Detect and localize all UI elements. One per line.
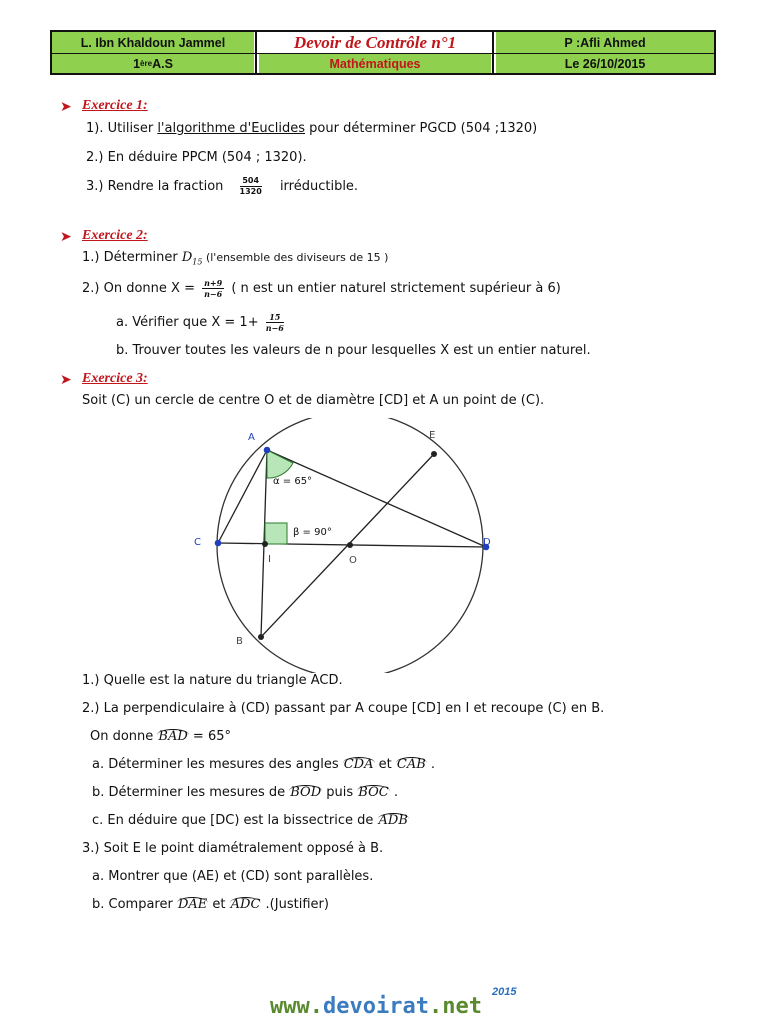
label-e: E — [429, 430, 436, 441]
segment-ac — [218, 450, 267, 543]
ex1-question-2: 2.) En déduire PPCM (504 ; 1320). — [86, 150, 307, 165]
fraction: $\frac{15}{n-6}$ — [265, 312, 284, 333]
class-level: 1 ère A.S — [52, 54, 254, 73]
footer-year: 2015 — [492, 986, 517, 998]
ex2-question-2: 2.) On donne X = $\frac{n+9}{n-6}$ ( n est un entier naturel strictement supérieur à 6) — [82, 278, 561, 299]
bullet-arrow-icon: ➤ — [60, 229, 72, 245]
ex2-question-1: 1.) Déterminer $D_{15}$ (l'ensemble des diviseurs de 15 ) — [82, 250, 389, 267]
ex3-intro: Soit (C) un cercle de centre O et de diamètre [CD] et A un point de (C). — [82, 393, 545, 408]
label-o: O — [349, 555, 357, 566]
ex2-question-b: b. Trouver toutes les valeurs de n pour lesquelles X est un entier naturel. — [116, 343, 591, 358]
exercise-2-title: Exercice 2: — [82, 228, 148, 243]
exercise-1-title: Exercice 1: — [82, 98, 148, 113]
bullet-arrow-icon: ➤ — [60, 372, 72, 388]
point-b — [258, 634, 264, 640]
exam-date: Le 26/10/2015 — [496, 54, 714, 73]
fraction: $\frac{n+9}{n-6}$ — [204, 278, 223, 299]
ex2-question-a: a. Vérifier que X = 1+ $\frac{15}{n-6}$ — [116, 312, 284, 333]
angle-beta-mark — [265, 523, 287, 544]
ex1-question-3: 3.) Rendre la fraction $\frac{504}{1320}$ irréductible. — [86, 176, 359, 196]
label-d: D — [483, 537, 491, 548]
header-table — [50, 30, 716, 75]
angle-alpha-label: α = 65° — [273, 476, 313, 487]
ex3-question-3a: a. Montrer que (AE) et (CD) sont parallèles. — [92, 869, 374, 884]
ex3-question-1: 1.) Quelle est la nature du triangle ACD. — [82, 673, 343, 688]
teacher-name: P :Afli Ahmed — [496, 32, 714, 53]
label-b: B — [236, 636, 243, 647]
ex3-question-2: 2.) La perpendiculaire à (CD) passant par A coupe [CD] en I et recoupe (C) en B. — [82, 701, 605, 716]
label-i: I — [268, 554, 271, 565]
point-i — [262, 541, 268, 547]
label-a: A — [248, 432, 255, 443]
point-e — [431, 451, 437, 457]
footer-watermark: www.devoirat.net 2015 — [270, 986, 517, 1019]
angle-alpha-mark — [267, 450, 293, 478]
exercise-3-title: Exercice 3: — [82, 371, 148, 386]
ex3-given: On donne BAD = 65° — [90, 729, 231, 744]
angle-beta-label: β = 90° — [293, 527, 332, 538]
point-c — [215, 540, 222, 547]
point-a — [264, 447, 271, 454]
ex1-question-1: 1). Utiliser l'algorithme d'Euclides pour déterminer PGCD (504 ;1320) — [86, 121, 538, 136]
bullet-arrow-icon: ➤ — [60, 99, 72, 115]
exam-title: Devoir de Contrôle n°1 — [259, 32, 491, 53]
fraction: $\frac{504}{1320}$ — [239, 176, 262, 196]
ex3-question-3b: b. Comparer DAE et ADC .(Justifier) — [92, 897, 329, 912]
ex3-question-3: 3.) Soit E le point diamétralement opposé à B. — [82, 841, 384, 856]
school-name: L. Ibn Khaldoun Jammel — [52, 32, 254, 53]
geometry-figure — [190, 418, 510, 673]
subject-name: Mathématiques — [259, 54, 491, 73]
divider — [52, 53, 714, 54]
ex3-question-b: b. Déterminer les mesures de BOD puis BOC . — [92, 785, 398, 800]
ex3-question-a: a. Déterminer les mesures des angles CDA et CAB . — [92, 757, 436, 772]
ex3-question-c: c. En déduire que [DC) est la bissectrice de ADB — [92, 813, 408, 828]
label-c: C — [194, 537, 201, 548]
point-o — [347, 542, 353, 548]
